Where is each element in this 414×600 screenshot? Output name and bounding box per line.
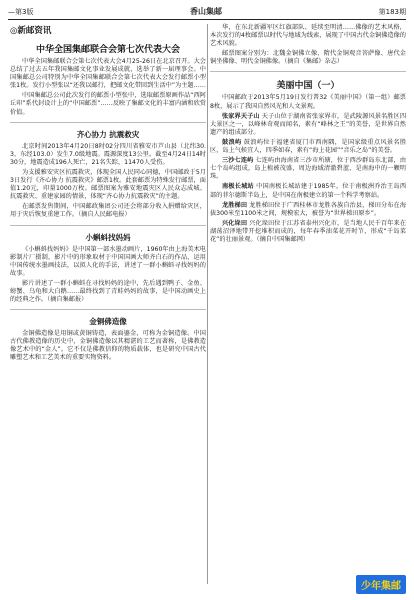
article-intro: 中国邮政于2013年5月19日发行普32《美丽中国》（第一组）邮票8枚，展示了我国自然风光和人文景观。 — [210, 94, 406, 110]
stamp-entry — [210, 113, 406, 137]
left-column — [10, 24, 206, 365]
divider — [210, 71, 406, 72]
article-paragraph: 北京时间2013年4月20日8时02分四川省雅安市芦山县（北纬30.3，东经103.0）发生7.0级地震。震源深度13公里。截至4月24日14时30分，地震造成196人死亡，21名失踪，11470人受伤。 — [10, 142, 206, 166]
stamp-entry-head: 三沙七连屿 — [222, 157, 254, 165]
stamp-entry — [210, 220, 406, 244]
article-paragraph: 华，在东北新疆军区红旗部队、延续至明清……佛像的艺术风格，本次发行的4枚邮票以时代与地域为线索，展现了中国古代金铜佛造像的艺术风貌。 — [210, 24, 406, 48]
article-title-tadpoles: 小蝌蚪找妈妈 — [85, 232, 131, 242]
stamp-entry-body: 七连屿由海南省三沙市所辖，位于西沙群岛东北部，由七个岛屿组成，岛上植被茂盛，周边海域清澈碧蓝，是南海中的一颗明珠。 — [210, 157, 407, 181]
stamp-entry-body: 鼓浪屿位于福建省厦门市西南隅，是国家级重点风景名胜区，岛上气候宜人，四季如春，素有“海上花园”“音乐之岛”的美誉。 — [210, 138, 407, 155]
youth-philately-logo: 少年集邮 — [356, 575, 406, 594]
article-title-congress: 中华全国集邮联合会第七次代表大会 — [35, 45, 180, 55]
article-paragraph: 邮票图案分别为：北魏金铜佛立像、隋代金铜观音菩萨像、唐代金铜坐佛像、明代金铜佛像。（摘自《集邮》杂志） — [210, 50, 406, 66]
stamp-entry — [210, 157, 406, 181]
article-paragraph: 在邮票发售期间，中国邮政集团公司还会将部分收入捐赠给灾区，用于灾后恢复重建工作。（摘自人民邮电报） — [10, 203, 206, 219]
divider — [10, 122, 206, 123]
article-paragraph: 中国集邮总公司此次发行的邮票小型张中，选取邮票原画作品“西阿丘印”系代封设计上的“中国邮票”……反映了集邮文化的丰富内涵和欣赏价值。 — [10, 92, 206, 116]
stamp-entry-body: 中国南极长城站建于1985年，位于南极洲乔治王岛西部的菲尔德斯半岛上，是中国在南极建立的第一个科学考察站。 — [210, 183, 407, 199]
article-paragraph: 影片讲述了一群小蝌蚪在寻找妈妈的途中，先后遇到鸭子、金鱼、螃蟹、乌龟和大白鹅……最终找到了青蛙妈妈的故事，是中国动画史上的经典之作。（摘自集邮报） — [10, 279, 206, 304]
stamp-entry — [210, 202, 406, 218]
newsletter-brand: 香山集邮 — [190, 7, 223, 16]
stamp-entry-head: 龙胜梯田 — [222, 201, 248, 209]
stamp-entry — [210, 183, 406, 199]
stamp-entry-body: 龙胜梯田位于广西桂林市龙胜各族自治县，梯田分布在海拔300米至1100米之间，规模宏大，被誉为“世界梯田原乡”。 — [210, 201, 407, 217]
stamp-entry-head: 南极长城站 — [222, 183, 254, 191]
issue-number: 第183期 — [378, 8, 406, 16]
page-header — [8, 5, 406, 20]
page-number: —第3版 — [8, 8, 34, 16]
stamp-entry-body: 兴化垛田位于江苏省泰州兴化市，是当地人民千百年来在湖荡沼泽地带开挖堆积而成的，每年春季油菜花开时节，形成“千岛菜花”的壮丽景观。（摘自中国集邮网） — [210, 219, 407, 243]
stamp-entry-head: 兴化垛田 — [222, 219, 248, 227]
article-paragraph: 中华全国集邮联合会第七次代表大会4月25-26日在北京召开。大会总结了过去五年我国集邮文化事业发展成就，选举了新一届理事会。中国集邮总公司特别为中华全国集邮联合会第七次代表大会发行邮票小型张1枚。发行小型张以“还我以邮行，把邮文化带回到生活中”为主题…… — [10, 58, 206, 90]
article-paragraph: 为支援雅安灾区抗震救灾，体现全国人民同心同德，中国邮政于5月3日发行《齐心协力 抗震救灾》邮票1枚。此套邮票为特殊发行邮票，面值1.20元，印量1000万枚。邮票图案为雅安地震灾区人民众志成城、抗震救灾、重建家园的情景，体现“齐心协力抗震救灾”的主题。 — [10, 168, 206, 201]
divider — [10, 225, 206, 226]
article-title-beautiful-china: 美丽中国（一） — [276, 81, 340, 92]
stamp-entry-head: 鼓浪屿 — [222, 138, 242, 146]
divider — [10, 309, 206, 310]
stamp-entry — [210, 139, 406, 155]
stamp-entry-body: 天子山位于湖南省张家界市，是武陵源风景名胜区四大景区之一，以峰林奇观而闻名，素有“峰林之王”的美誉，是世界自然遗产的组成部分。 — [210, 112, 407, 136]
stamp-entry-head: 张家界天子山 — [222, 112, 260, 120]
right-column — [210, 24, 406, 246]
article-paragraph: 《小蝌蚪找妈妈》是中国第一部水墨动画片，1960年由上海美术电影制片厂摄制，影片中的形象取材于中国国画大师齐白石的作品，运用中国传统水墨画技法，以拟人化的手法，讲述了一群小蝌蚪寻找妈妈的故事。 — [10, 245, 206, 277]
section-heading: ◎新邮资讯 — [10, 26, 52, 36]
article-title-bronze-buddha: 金铜佛造像 — [89, 317, 127, 327]
article-title-quake-relief: 齐心协力 抗震救灾 — [76, 129, 140, 139]
column-divider — [207, 24, 208, 584]
article-paragraph: 金铜佛造像是用铜或黄铜铸造，表面鎏金，可称为金铜造像。中国古代佛教造像的历史中，金铜佛造像以其精湛的工艺而著称，是佛教造像艺术中的“金人”。它不仅是佛教信仰的物质载体，也是研究中国古代雕塑艺术和工艺美术的重要实物资料。 — [10, 330, 206, 362]
